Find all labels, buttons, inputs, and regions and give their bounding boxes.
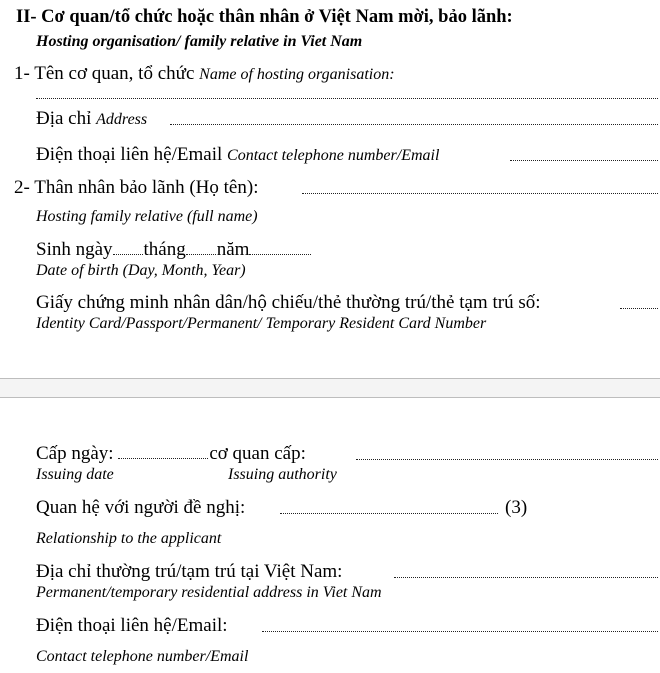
issue-authority-field[interactable] bbox=[356, 459, 658, 460]
relative-name-label: 2- Thân nhân bảo lãnh (Họ tên): bbox=[14, 177, 259, 198]
org-address-label-en: Address bbox=[96, 111, 148, 128]
contact-label-en: Contact telephone number/Email bbox=[36, 648, 249, 665]
org-address-field[interactable] bbox=[170, 124, 658, 125]
dob-label-en: Date of birth (Day, Month, Year) bbox=[36, 262, 246, 279]
residence-label-en: Permanent/temporary residential address in Viet Nam bbox=[36, 584, 382, 601]
dob-day-label: Sinh ngày bbox=[36, 239, 113, 260]
org-address-label bbox=[36, 109, 147, 128]
relation-label-en: Relationship to the applicant bbox=[36, 530, 222, 547]
id-label-en: Identity Card/Passport/Permanent/ Temporary Resident Card Number bbox=[36, 315, 487, 332]
org-phone-label-vi: Điện thoại liên hệ/Email bbox=[36, 144, 223, 165]
residence-label: Địa chỉ thường trú/tạm trú tại Việt Nam: bbox=[36, 561, 343, 582]
section-subtitle: Hosting organisation/ family relative in Viet Nam bbox=[36, 33, 363, 50]
relation-note: (3) bbox=[505, 497, 528, 518]
relation-label: Quan hệ với người đề nghị: bbox=[36, 497, 246, 518]
relative-name-field[interactable] bbox=[302, 193, 658, 194]
page-divider bbox=[0, 378, 660, 398]
issue-date-field[interactable] bbox=[118, 458, 208, 459]
contact-label: Điện thoại liên hệ/Email: bbox=[36, 615, 228, 636]
issue-date-label: Cấp ngày: bbox=[36, 443, 114, 464]
dob-month-label: tháng bbox=[143, 239, 186, 260]
issue-authority-label: cơ quan cấp: bbox=[209, 443, 306, 464]
id-field[interactable] bbox=[620, 308, 658, 309]
org-phone-label bbox=[36, 145, 439, 164]
org-phone-label-en: Contact telephone number/Email bbox=[227, 147, 440, 164]
contact-field[interactable] bbox=[262, 631, 658, 632]
org-name-label bbox=[14, 64, 395, 83]
org-phone-field[interactable] bbox=[510, 160, 658, 161]
dob-year-label: năm bbox=[216, 239, 250, 260]
issue-date-label-en: Issuing date bbox=[36, 466, 114, 483]
relation-field[interactable] bbox=[280, 513, 498, 514]
residence-field[interactable] bbox=[394, 577, 658, 578]
dob-month-field[interactable] bbox=[186, 254, 216, 255]
relative-name-label-en: Hosting family relative (full name) bbox=[36, 208, 258, 225]
issue-row bbox=[36, 444, 306, 463]
section-title: II- Cơ quan/tổ chức hoặc thân nhân ở Việt Nam mời, bảo lãnh: bbox=[16, 7, 513, 27]
org-name-label-en: Name of hosting organisation: bbox=[199, 66, 395, 83]
issue-authority-label-en: Issuing authority bbox=[228, 466, 337, 483]
dob-year-field[interactable] bbox=[249, 254, 311, 255]
dob-day-field[interactable] bbox=[113, 254, 143, 255]
org-address-label-vi: Địa chỉ bbox=[36, 108, 92, 129]
dob-row bbox=[36, 240, 312, 259]
org-name-label-vi: 1- Tên cơ quan, tổ chức bbox=[14, 63, 195, 84]
id-label: Giấy chứng minh nhân dân/hộ chiếu/thẻ thường trú/thẻ tạm trú số: bbox=[36, 292, 541, 313]
org-name-field[interactable] bbox=[36, 98, 658, 99]
